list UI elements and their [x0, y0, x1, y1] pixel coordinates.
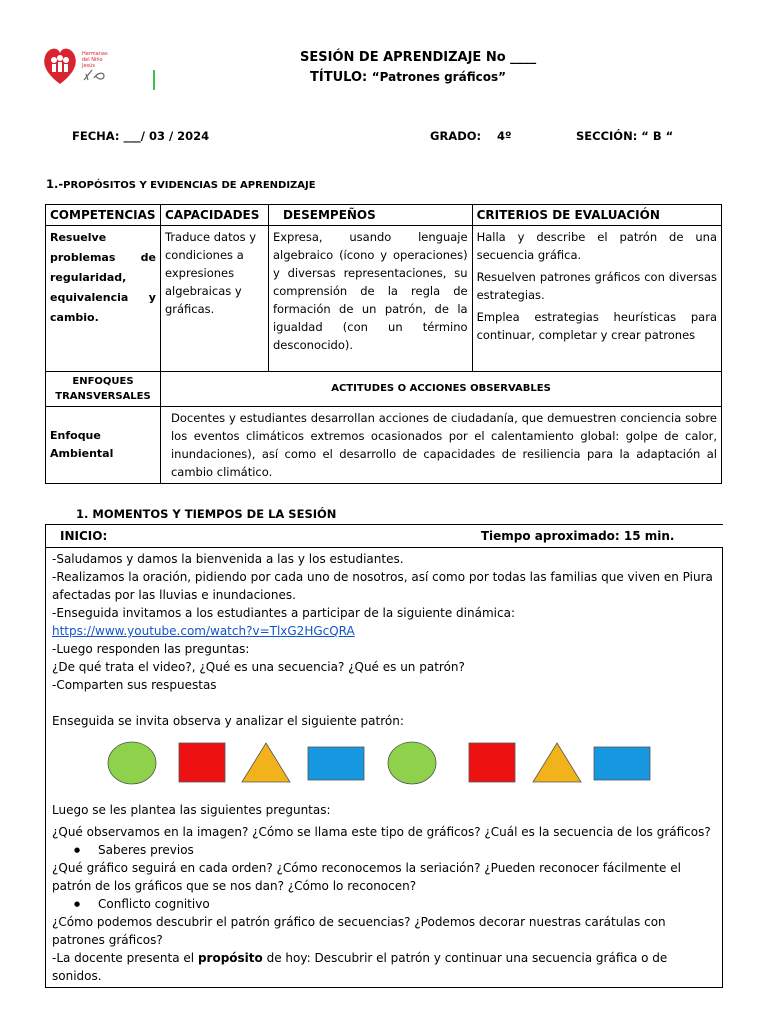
text-line: -Luego responden las preguntas:	[52, 642, 250, 656]
pattern-triangle	[533, 743, 581, 782]
text-line: -Realizamos la oración, pidiendo por cada uno de nosotros, así como por todas las familias que viven en Piura afectadas por las lluvias e inundaciones.	[52, 570, 713, 602]
bullet-saberes	[52, 841, 716, 859]
text-line: ¿De qué trata el video?, ¿Qué es una secuencia? ¿Qué es un patrón?	[52, 660, 465, 674]
pattern-rectangle	[594, 747, 650, 780]
youtube-link[interactable]: https://www.youtube.com/watch?v=TlxG2HGcQRA	[52, 624, 355, 638]
actitud-cell: Docentes y estudiantes desarrollan acciones de ciudadanía, que demuestren conciencia sobre los eventos climáticos extremos ocasionados por el calentamiento global: golpe de calor, inundaciones), así como el desarrollo de capacidades de resiliencia para la adaptación al cambio climático.	[160, 407, 721, 484]
school-logo	[42, 44, 132, 86]
seccion-field: SECCIÓN: “ B “	[576, 129, 674, 143]
proposito-pre: -La docente presenta el	[52, 951, 198, 965]
desempeno-cell: Expresa, usando lenguaje algebraico (ícono y operaciones) y diversas representaciones, su comprensión de la regla de formación de un patrón, de la igualdad (con un término desconocido).	[268, 226, 472, 372]
subtitle-label: TÍTULO:	[310, 70, 368, 85]
enfoques-header: ENFOQUES TRANSVERSALES	[46, 372, 161, 407]
purposes-table	[45, 204, 722, 484]
header-capacidades: CAPACIDADES	[160, 205, 268, 226]
criterio-item: Halla y describe el patrón de una secuencia gráfica.	[476, 230, 717, 262]
pattern-rectangle	[308, 747, 364, 780]
text-line: -Comparten sus respuestas	[52, 678, 217, 692]
session-subtitle	[310, 70, 506, 85]
svg-text:del Niño: del Niño	[82, 57, 103, 63]
section1-number: 1.-	[46, 177, 64, 191]
section1-title: PROPÓSITOS Y EVIDENCIAS DE APRENDIZAJE	[63, 180, 316, 191]
grado-label: GRADO:	[430, 129, 482, 143]
proposito-line	[52, 949, 716, 985]
competencia-cell: Resuelve problemas de regularidad, equivalencia y cambio.	[46, 226, 161, 372]
question-1: ¿Qué observamos en la imagen? ¿Cómo se llama este tipo de gráficos? ¿Cuál es la secuencia de los gráficos?	[52, 825, 711, 839]
inicio-table	[45, 524, 723, 988]
actitudes-header: ACTITUDES O ACCIONES OBSERVABLES	[160, 372, 721, 407]
pattern-figure	[52, 730, 716, 796]
tiempo-label: Tiempo aproximado: 15 min.	[480, 529, 675, 543]
grado-value: 4º	[497, 129, 512, 143]
inicio-label: INICIO:	[60, 529, 108, 543]
inicio-content	[46, 548, 723, 988]
bullet-saberes-label: Saberes previos	[98, 843, 194, 857]
fecha-field: FECHA: ___/ 03 / 2024	[72, 129, 210, 143]
pattern-triangle	[242, 743, 290, 782]
pattern-square	[179, 743, 225, 782]
svg-text:Hermanas: Hermanas	[82, 51, 108, 57]
header-desempenos: DESEMPEÑOS	[268, 205, 472, 226]
text-line: -Saludamos y damos la bienvenida a las y los estudiantes.	[52, 552, 404, 566]
pattern-square	[469, 743, 515, 782]
capacidad-cell: Traduce datos y condiciones a expresiones algebraicas y gráficas.	[160, 226, 268, 372]
section2-heading: 1. MOMENTOS Y TIEMPOS DE LA SESIÓN	[76, 507, 337, 521]
proposito-bold: propósito	[197, 951, 263, 965]
section1-heading	[46, 177, 316, 191]
pattern-circle	[388, 742, 436, 784]
question-3: ¿Cómo podemos descubrir el patrón gráfico de secuencias? ¿Podemos decorar nuestras carátulas con patrones gráficos?	[52, 915, 666, 947]
bullet-conflicto	[52, 895, 716, 913]
svg-text:Jesús: Jesús	[82, 63, 95, 69]
question-2: ¿Qué gráfico seguirá en cada orden? ¿Cómo reconocemos la seriación? ¿Pueden reconocer fácilmente el patrón de los gráficos que se nos dan? ¿Cómo lo reconocen?	[52, 861, 681, 893]
pattern-intro: Enseguida se invita observa y analizar el siguiente patrón:	[52, 714, 404, 728]
criterio-item: Emplea estrategias heurísticas para continuar, completar y crear patrones	[476, 310, 717, 342]
pattern-circle	[108, 742, 156, 784]
enfoque-cell: Enfoque Ambiental	[46, 407, 161, 484]
proposito-post: de hoy: Descubrir el patrón y continuar una secuencia gráfica o de sonidos.	[52, 951, 668, 983]
bullet-conflicto-label: Conflicto cognitivo	[98, 897, 210, 911]
session-title: SESIÓN DE APRENDIZAJE No ____	[300, 50, 537, 65]
inicio-header	[46, 525, 723, 548]
header-competencias: COMPETENCIAS	[46, 205, 161, 226]
decorative-bar	[153, 70, 155, 90]
criterios-cell	[472, 226, 721, 372]
questions-intro: Luego se les plantea las siguientes preguntas:	[52, 803, 331, 817]
criterio-item: Resuelven patrones gráficos con diversas estrategias.	[476, 270, 717, 302]
text-line: -Enseguida invitamos a los estudiantes a participar de la siguiente dinámica:	[52, 606, 515, 620]
subtitle-value: “Patrones gráficos”	[371, 70, 506, 84]
header-criterios: CRITERIOS DE EVALUACIÓN	[472, 205, 721, 226]
